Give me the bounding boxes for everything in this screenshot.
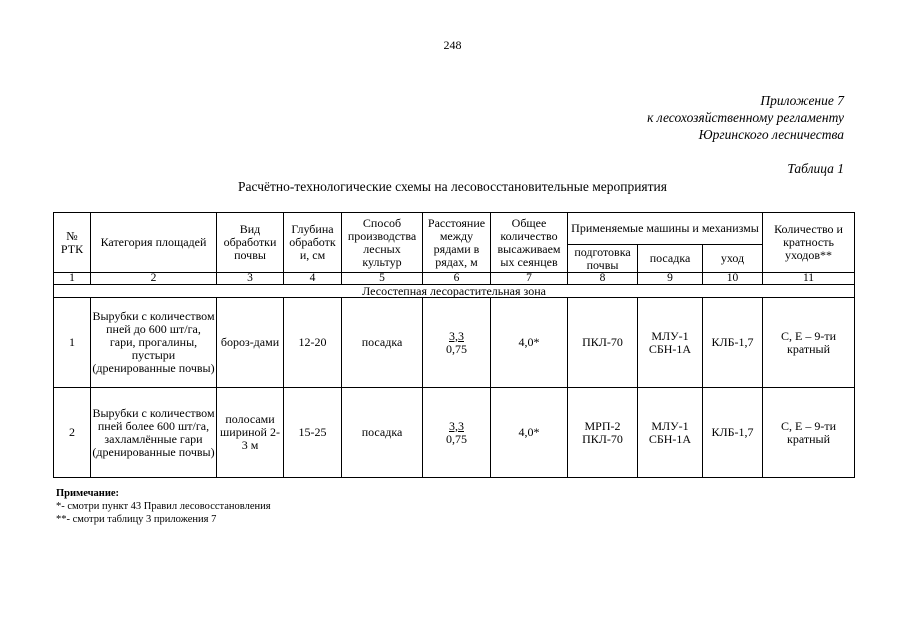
- header-spacing: Расстояние между рядами в рядах, м: [423, 213, 491, 273]
- column-number: 8: [568, 273, 638, 285]
- table-row: [54, 388, 855, 478]
- cell-machines-care: КЛБ-1,7: [703, 388, 763, 478]
- cell-spacing: [423, 388, 491, 478]
- cell-category: Вырубки с количеством пней более 600 шт/га, захламлённые гари (дренированные почвы): [91, 388, 217, 478]
- header-machines-prep: подготовка почвы: [568, 245, 638, 273]
- spacing-between-rows: 3,3: [449, 328, 464, 343]
- header-category: Категория площадей: [91, 213, 217, 273]
- machine-name: МЛУ-1: [651, 328, 689, 343]
- column-number: 4: [284, 273, 342, 285]
- table-label: Таблица 1: [787, 161, 844, 176]
- cell-depth: 12-20: [284, 298, 342, 388]
- zone-label: Лесостепная лесорастительная зона: [54, 285, 855, 298]
- cell-total: 4,0*: [491, 388, 568, 478]
- cell-machines-plant: [638, 388, 703, 478]
- column-number: 9: [638, 273, 703, 285]
- header-tillage-type: Вид обработки почвы: [217, 213, 284, 273]
- machine-name: МЛУ-1: [651, 418, 689, 433]
- column-number: 2: [91, 273, 217, 285]
- rtk-table: [53, 212, 855, 478]
- cell-tillage-type: полосами шириной 2-3 м: [217, 388, 284, 478]
- document-title: Расчётно-технологические схемы на лесовосстановительные мероприятия: [238, 179, 667, 194]
- column-number: 3: [217, 273, 284, 285]
- header-rtk: № РТК: [54, 213, 91, 273]
- cell-category: Вырубки с количеством пней до 600 шт/га, гари, прогалины, пустыри (дренированные почвы): [91, 298, 217, 388]
- cell-machines-care: КЛБ-1,7: [703, 298, 763, 388]
- cell-method: посадка: [342, 298, 423, 388]
- appendix-line-2: к лесохозяйственному регламенту: [647, 110, 844, 125]
- spacing-in-row: 0,75: [446, 341, 467, 356]
- cell-machines-prep: ПКЛ-70: [568, 298, 638, 388]
- spacing-in-row: 0,75: [446, 431, 467, 446]
- machine-name: СБН-1А: [648, 431, 692, 446]
- cell-method: посадка: [342, 388, 423, 478]
- cell-rtk: 2: [54, 388, 91, 478]
- header-machines-care: уход: [703, 245, 763, 273]
- note-item: *- смотри пункт 43 Правил лесовосстановления: [56, 501, 271, 512]
- column-number: 1: [54, 273, 91, 285]
- header-depth: Глубина обработк и, см: [284, 213, 342, 273]
- cell-spacing: [423, 298, 491, 388]
- appendix-line-3: Юргинского лесничества: [698, 127, 844, 142]
- column-number: 7: [491, 273, 568, 285]
- column-number: 5: [342, 273, 423, 285]
- cell-tillage-type: бороз-дами: [217, 298, 284, 388]
- zone-row: [54, 285, 855, 298]
- column-numbers-row: [54, 273, 855, 285]
- header-method: Способ производства лесных культур: [342, 213, 423, 273]
- cell-total: 4,0*: [491, 298, 568, 388]
- cell-care-count: С, Е – 9-ти кратный: [763, 298, 855, 388]
- appendix-header: [647, 92, 844, 143]
- column-number: 11: [763, 273, 855, 285]
- header-total: Общее количество высаживаем ых сеянцев: [491, 213, 568, 273]
- cell-care-count: С, Е – 9-ти кратный: [763, 388, 855, 478]
- page-number: 248: [443, 38, 462, 52]
- table-row: [54, 298, 855, 388]
- header-row: [54, 213, 855, 245]
- column-number: 6: [423, 273, 491, 285]
- cell-rtk: 1: [54, 298, 91, 388]
- header-machines-plant: посадка: [638, 245, 703, 273]
- column-number: 10: [703, 273, 763, 285]
- cell-machines-prep: [568, 388, 638, 478]
- notes: [56, 487, 271, 526]
- machine-name: СБН-1А: [648, 341, 692, 356]
- header-care-count: Количество и кратность уходов**: [763, 213, 855, 273]
- cell-machines-plant: [638, 298, 703, 388]
- machine-name: ПКЛ-70: [582, 431, 623, 446]
- header-machines: Применяемые машины и механизмы: [568, 213, 763, 245]
- spacing-between-rows: 3,3: [449, 418, 464, 433]
- cell-depth: 15-25: [284, 388, 342, 478]
- appendix-line-1: Приложение 7: [760, 93, 844, 108]
- notes-title: Примечание:: [56, 488, 120, 499]
- machine-name: МРП-2: [584, 418, 621, 433]
- note-item: **- смотри таблицу 3 приложения 7: [56, 514, 217, 525]
